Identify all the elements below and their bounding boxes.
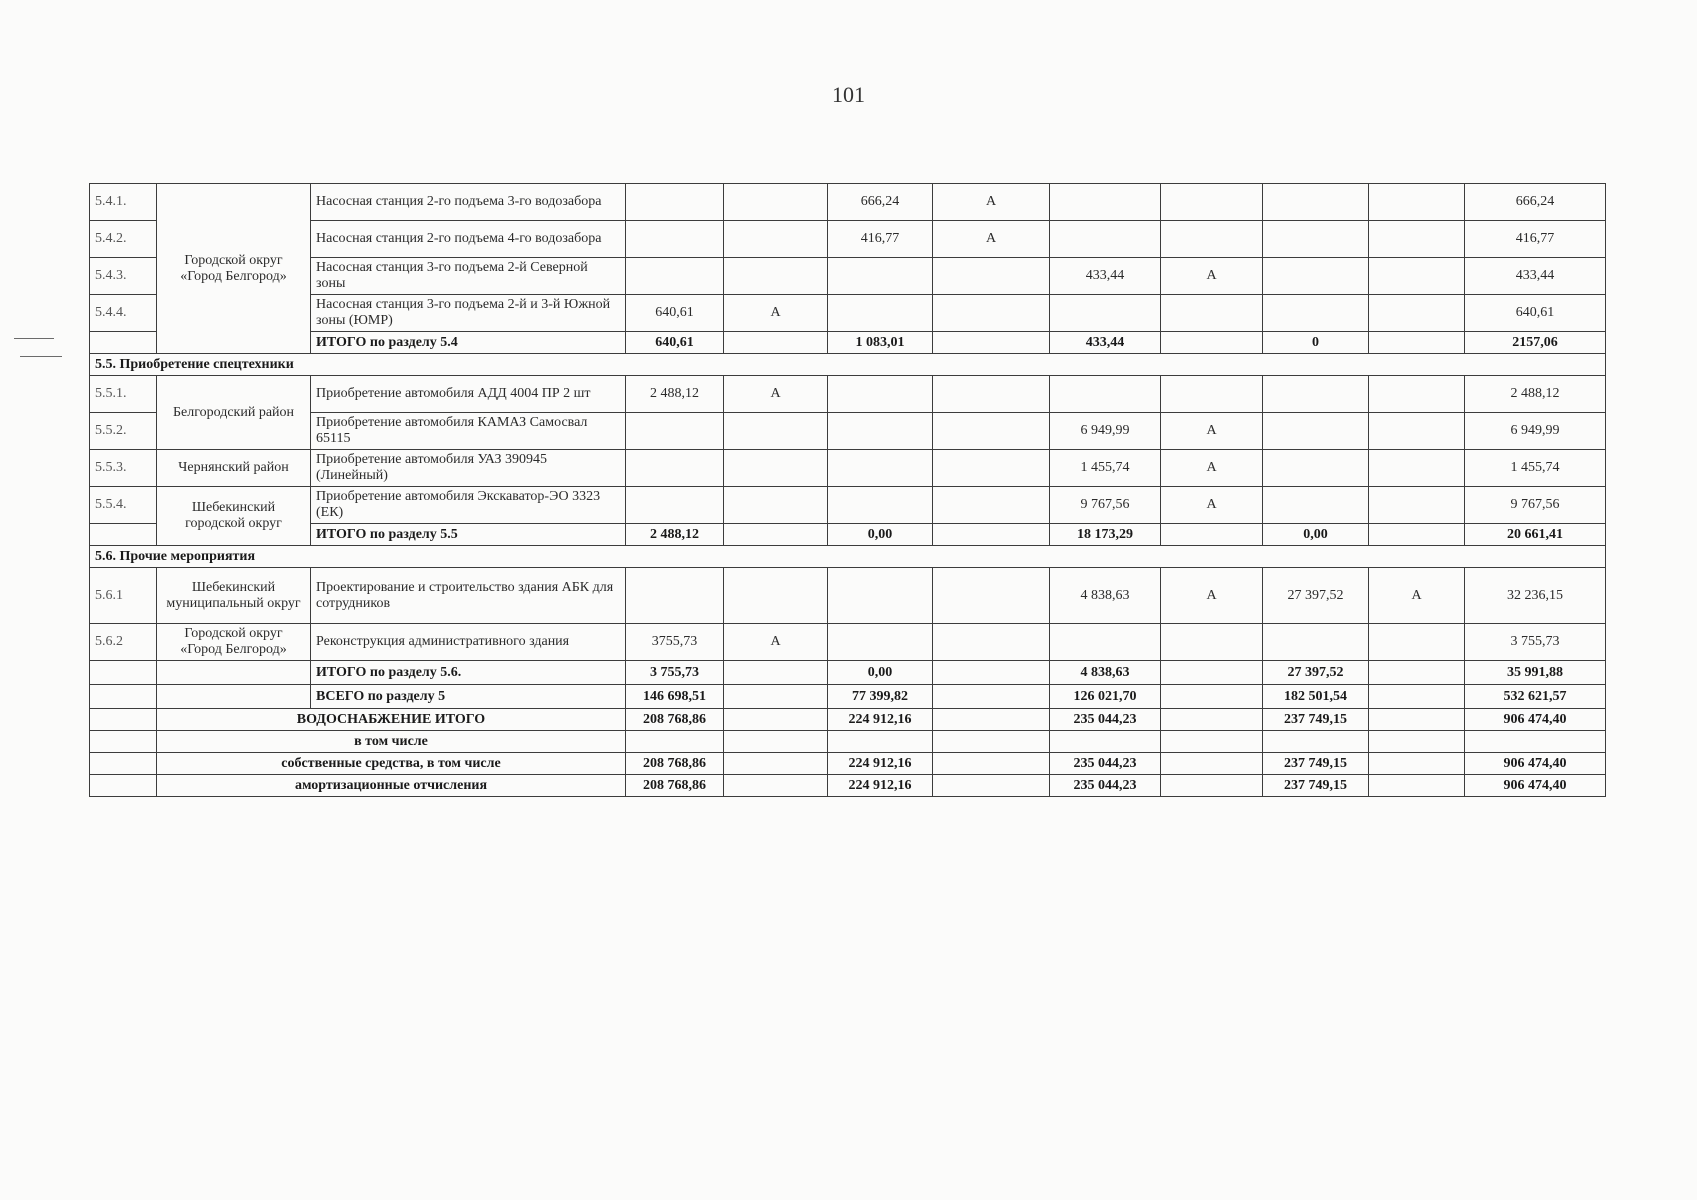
measure-name: Насосная станция 3-го подъема 2-й Северной зоны	[311, 258, 626, 295]
grand-total-row	[90, 709, 1606, 731]
empty-cell	[1161, 775, 1263, 797]
value-cell	[1263, 624, 1369, 661]
scan-mark	[20, 356, 62, 357]
value-cell: 0,00	[828, 524, 933, 546]
value-cell: 0,00	[1263, 524, 1369, 546]
empty-cell	[724, 709, 828, 731]
section-header-row	[90, 354, 1606, 376]
value-cell: 1 455,74	[1050, 450, 1161, 487]
empty-cell	[1161, 661, 1263, 685]
table-row	[90, 624, 1606, 661]
measure-name: Приобретение автомобиля КАМАЗ Самосвал 65115	[311, 413, 626, 450]
value-cell: 18 173,29	[1050, 524, 1161, 546]
empty-cell	[90, 753, 157, 775]
empty-cell	[933, 524, 1050, 546]
value-cell	[626, 221, 724, 258]
value-cell: 0,00	[828, 661, 933, 685]
value-cell: 235 044,23	[1050, 775, 1161, 797]
empty-cell	[1161, 332, 1263, 354]
value-cell	[626, 258, 724, 295]
row-number: 5.4.3.	[90, 258, 157, 295]
table-row	[90, 184, 1606, 221]
mark-cell	[933, 487, 1050, 524]
value-cell	[1263, 295, 1369, 332]
mark-cell	[1161, 624, 1263, 661]
including-row	[90, 731, 1606, 753]
row-number: 5.4.2.	[90, 221, 157, 258]
empty-cell	[933, 685, 1050, 709]
empty-cell	[157, 685, 311, 709]
value-cell: 2 488,12	[626, 376, 724, 413]
value-cell: 235 044,23	[1050, 709, 1161, 731]
funding-row	[90, 775, 1606, 797]
value-cell: 126 021,70	[1050, 685, 1161, 709]
mark-cell: А	[1161, 258, 1263, 295]
value-cell	[1263, 450, 1369, 487]
mark-cell	[724, 221, 828, 258]
value-cell: 9 767,56	[1050, 487, 1161, 524]
total-cell: 640,61	[1465, 295, 1606, 332]
total-cell: 2 488,12	[1465, 376, 1606, 413]
measure-name: Приобретение автомобиля УАЗ 390945 (Линейный)	[311, 450, 626, 487]
subtotal-label: ИТОГО по разделу 5.5	[311, 524, 626, 546]
subtotal-label: ИТОГО по разделу 5.6.	[311, 661, 626, 685]
section-title: 5.6. Прочие мероприятия	[90, 546, 1606, 568]
mark-cell	[1369, 184, 1465, 221]
empty-cell	[933, 332, 1050, 354]
empty-cell	[1161, 685, 1263, 709]
mark-cell: А	[1161, 450, 1263, 487]
mark-cell	[1161, 184, 1263, 221]
mark-cell	[933, 568, 1050, 624]
value-cell	[828, 624, 933, 661]
empty-cell	[157, 661, 311, 685]
empty-cell	[1465, 731, 1606, 753]
value-cell: 4 838,63	[1050, 661, 1161, 685]
total-cell: 666,24	[1465, 184, 1606, 221]
mark-cell: А	[724, 295, 828, 332]
empty-cell	[1369, 753, 1465, 775]
mark-cell	[933, 376, 1050, 413]
empty-cell	[90, 709, 157, 731]
empty-cell	[724, 524, 828, 546]
value-cell	[626, 568, 724, 624]
value-cell: 27 397,52	[1263, 568, 1369, 624]
mark-cell: А	[1369, 568, 1465, 624]
mark-cell	[724, 184, 828, 221]
empty-cell	[933, 709, 1050, 731]
funding-label: амортизационные отчисления	[157, 775, 626, 797]
empty-cell	[724, 775, 828, 797]
mark-cell	[1369, 376, 1465, 413]
value-cell: 237 749,15	[1263, 709, 1369, 731]
subtotal-row	[90, 661, 1606, 685]
empty-cell	[828, 731, 933, 753]
row-number: 5.6.1	[90, 568, 157, 624]
subtotal-row	[90, 524, 1606, 546]
row-number: 5.5.4.	[90, 487, 157, 524]
total-cell: 9 767,56	[1465, 487, 1606, 524]
value-cell: 640,61	[626, 332, 724, 354]
value-cell	[828, 487, 933, 524]
empty-cell	[933, 775, 1050, 797]
value-cell	[1263, 258, 1369, 295]
empty-cell	[90, 661, 157, 685]
empty-cell	[1369, 685, 1465, 709]
value-cell	[1263, 221, 1369, 258]
total-cell: 35 991,88	[1465, 661, 1606, 685]
total-row	[90, 685, 1606, 709]
table-row	[90, 376, 1606, 413]
empty-cell	[724, 731, 828, 753]
value-cell: 224 912,16	[828, 753, 933, 775]
table-row	[90, 221, 1606, 258]
value-cell: 1 083,01	[828, 332, 933, 354]
value-cell: 77 399,82	[828, 685, 933, 709]
value-cell	[1050, 221, 1161, 258]
grand-total-label: ВОДОСНАБЖЕНИЕ ИТОГО	[157, 709, 626, 731]
district-cell: Городской округ «Город Белгород»	[157, 624, 311, 661]
value-cell	[828, 295, 933, 332]
row-number: 5.5.2.	[90, 413, 157, 450]
measure-name: Реконструкция административного здания	[311, 624, 626, 661]
funding-label: собственные средства, в том числе	[157, 753, 626, 775]
investment-program-table	[89, 183, 1606, 797]
value-cell: 416,77	[828, 221, 933, 258]
mark-cell	[933, 295, 1050, 332]
empty-cell	[90, 524, 157, 546]
value-cell: 433,44	[1050, 332, 1161, 354]
value-cell	[626, 450, 724, 487]
value-cell	[1050, 184, 1161, 221]
empty-cell	[1161, 753, 1263, 775]
empty-cell	[724, 753, 828, 775]
mark-cell	[1369, 295, 1465, 332]
empty-cell	[1161, 731, 1263, 753]
value-cell: 3 755,73	[626, 661, 724, 685]
table-row	[90, 450, 1606, 487]
total-cell: 2157,06	[1465, 332, 1606, 354]
measure-name: Приобретение автомобиля АДД 4004 ПР 2 шт	[311, 376, 626, 413]
empty-cell	[1263, 731, 1369, 753]
section-title: 5.5. Приобретение спецтехники	[90, 354, 1606, 376]
district-cell: Шебекинский городской округ	[157, 487, 311, 546]
measure-name: Приобретение автомобиля Экскаватор-ЭО 3323 (ЕК)	[311, 487, 626, 524]
funding-row	[90, 753, 1606, 775]
mark-cell	[724, 568, 828, 624]
empty-cell	[1161, 709, 1263, 731]
value-cell	[626, 413, 724, 450]
value-cell	[828, 376, 933, 413]
mark-cell	[724, 487, 828, 524]
value-cell: 3755,73	[626, 624, 724, 661]
value-cell: 208 768,86	[626, 753, 724, 775]
empty-cell	[933, 731, 1050, 753]
district-cell: Чернянский район	[157, 450, 311, 487]
mark-cell: А	[1161, 413, 1263, 450]
row-number: 5.6.2	[90, 624, 157, 661]
value-cell	[1050, 376, 1161, 413]
district-cell: Шебекинский муниципальный округ	[157, 568, 311, 624]
mark-cell	[724, 450, 828, 487]
row-number: 5.4.4.	[90, 295, 157, 332]
mark-cell	[724, 413, 828, 450]
empty-cell	[724, 332, 828, 354]
value-cell	[1263, 487, 1369, 524]
total-cell: 1 455,74	[1465, 450, 1606, 487]
value-cell	[828, 450, 933, 487]
total-cell: 6 949,99	[1465, 413, 1606, 450]
value-cell	[828, 258, 933, 295]
value-cell: 182 501,54	[1263, 685, 1369, 709]
mark-cell	[1369, 221, 1465, 258]
empty-cell	[90, 332, 157, 354]
empty-cell	[90, 685, 157, 709]
value-cell: 235 044,23	[1050, 753, 1161, 775]
table-row	[90, 295, 1606, 332]
measure-name: Насосная станция 2-го подъема 3-го водозабора	[311, 184, 626, 221]
row-number: 5.4.1.	[90, 184, 157, 221]
measure-name: Проектирование и строительство здания АБК для сотрудников	[311, 568, 626, 624]
value-cell: 0	[1263, 332, 1369, 354]
district-cell: Белгородский район	[157, 376, 311, 450]
value-cell	[1050, 295, 1161, 332]
mark-cell: А	[724, 624, 828, 661]
value-cell: 224 912,16	[828, 709, 933, 731]
section-header-row	[90, 546, 1606, 568]
total-cell: 32 236,15	[1465, 568, 1606, 624]
empty-cell	[1369, 524, 1465, 546]
value-cell: 208 768,86	[626, 775, 724, 797]
measure-name: Насосная станция 2-го подъема 4-го водозабора	[311, 221, 626, 258]
mark-cell	[1369, 450, 1465, 487]
table-row	[90, 258, 1606, 295]
empty-cell	[90, 731, 157, 753]
mark-cell	[1369, 487, 1465, 524]
measure-name: Насосная станция 3-го подъема 2-й и 3-й Южной зоны (ЮМР)	[311, 295, 626, 332]
mark-cell	[933, 258, 1050, 295]
value-cell: 237 749,15	[1263, 775, 1369, 797]
subtotal-row	[90, 332, 1606, 354]
value-cell: 27 397,52	[1263, 661, 1369, 685]
value-cell	[626, 487, 724, 524]
mark-cell	[1369, 413, 1465, 450]
value-cell	[828, 413, 933, 450]
mark-cell	[1161, 295, 1263, 332]
table-row	[90, 487, 1606, 524]
empty-cell	[90, 775, 157, 797]
empty-cell	[1050, 731, 1161, 753]
mark-cell	[933, 413, 1050, 450]
empty-cell	[1369, 775, 1465, 797]
including-label: в том числе	[157, 731, 626, 753]
value-cell: 208 768,86	[626, 709, 724, 731]
empty-cell	[933, 753, 1050, 775]
total-cell: 906 474,40	[1465, 775, 1606, 797]
empty-cell	[933, 661, 1050, 685]
value-cell: 4 838,63	[1050, 568, 1161, 624]
mark-cell	[1369, 258, 1465, 295]
mark-cell: А	[933, 184, 1050, 221]
value-cell	[626, 184, 724, 221]
empty-cell	[626, 731, 724, 753]
mark-cell: А	[1161, 487, 1263, 524]
total-cell: 906 474,40	[1465, 753, 1606, 775]
empty-cell	[724, 685, 828, 709]
mark-cell	[1369, 624, 1465, 661]
district-cell: Городской округ «Город Белгород»	[157, 184, 311, 354]
empty-cell	[1369, 709, 1465, 731]
value-cell: 433,44	[1050, 258, 1161, 295]
empty-cell	[1369, 661, 1465, 685]
empty-cell	[1161, 524, 1263, 546]
table-row	[90, 568, 1606, 624]
mark-cell: А	[724, 376, 828, 413]
value-cell: 6 949,99	[1050, 413, 1161, 450]
value-cell	[1263, 376, 1369, 413]
value-cell: 2 488,12	[626, 524, 724, 546]
total-label: ВСЕГО по разделу 5	[311, 685, 626, 709]
value-cell: 666,24	[828, 184, 933, 221]
row-number: 5.5.1.	[90, 376, 157, 413]
value-cell: 237 749,15	[1263, 753, 1369, 775]
value-cell	[1050, 624, 1161, 661]
value-cell	[1263, 413, 1369, 450]
mark-cell	[933, 624, 1050, 661]
value-cell: 640,61	[626, 295, 724, 332]
value-cell: 224 912,16	[828, 775, 933, 797]
total-cell: 433,44	[1465, 258, 1606, 295]
empty-cell	[724, 661, 828, 685]
empty-cell	[1369, 731, 1465, 753]
scan-mark	[14, 338, 54, 339]
mark-cell	[933, 450, 1050, 487]
page-number: 101	[832, 82, 865, 107]
total-cell: 3 755,73	[1465, 624, 1606, 661]
mark-cell	[724, 258, 828, 295]
total-cell: 416,77	[1465, 221, 1606, 258]
table-row	[90, 413, 1606, 450]
row-number: 5.5.3.	[90, 450, 157, 487]
value-cell	[1263, 184, 1369, 221]
mark-cell	[1161, 376, 1263, 413]
mark-cell: А	[933, 221, 1050, 258]
total-cell: 20 661,41	[1465, 524, 1606, 546]
total-cell: 532 621,57	[1465, 685, 1606, 709]
empty-cell	[1369, 332, 1465, 354]
total-cell: 906 474,40	[1465, 709, 1606, 731]
mark-cell	[1161, 221, 1263, 258]
value-cell: 146 698,51	[626, 685, 724, 709]
value-cell	[828, 568, 933, 624]
mark-cell: А	[1161, 568, 1263, 624]
subtotal-label: ИТОГО по разделу 5.4	[311, 332, 626, 354]
